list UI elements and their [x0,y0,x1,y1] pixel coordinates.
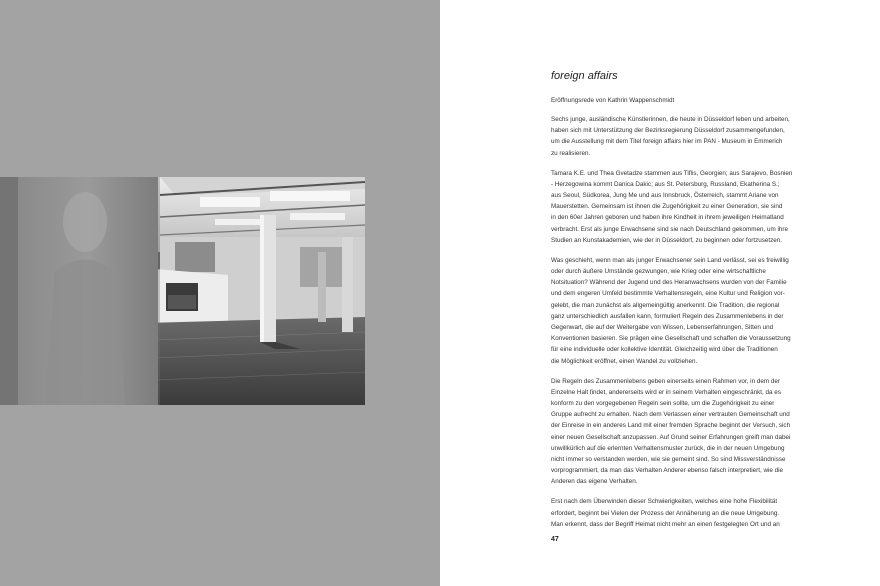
body-line: unwillkürlich auf die erlernten Verhaltensmuster zurück, die in der neuen Umgebung [551,444,785,452]
body-line: aus Seoul, Südkorea, Jung Me und aus Innsbruck, Österreich, stammt Ariane von [551,192,779,200]
article-byline: Eröffnungsrede von Kathrin Wappenschmidt [551,97,675,104]
body-line: für eine individuelle oder kollektive Identität. Gleichzeitig wird über die Traditionen [551,346,778,354]
body-line: ganz unterschiedlich ausfallen kann, formuliert Regeln des Zusammenlebens in der [551,312,784,320]
body-line: Erst nach dem Überwinden dieser Schwierigkeiten, welches eine hohe Flexibilität [551,498,778,506]
body-line: erfordert, beginnt bei Vielen der Prozess der Annäherung an die neue Umgebung. [551,509,780,517]
body-line: Notsituation? Während der Jugend und des Heranwachsens wurden von der Familie [551,279,787,287]
body-line: Sechs junge, ausländische Künstlerinnen, die heute in Düsseldorf leben und arbeiten, [551,116,790,123]
body-line: in den 60er Jahren geboren und haben ihre Kindheit in ihrem jeweiligen Heimatland [551,214,784,222]
body-line: der Einreise in ein anderes Land mit einer fremden Sprache beginnt der Versuch, sich [551,422,791,430]
body-line: Anderen das eigene Verhalten. [551,478,638,486]
body-line: um die Ausstellung mit dem Titel foreign affairs hier im PAN - Museum in Emmerich [551,138,783,146]
body-line: Gruppe aufrecht zu erhalten. Nach dem Verlassen einer vertrauten Gemeinschaft und [551,411,790,419]
body-line: verbracht. Erst als junge Erwachsene sind sie nach Deutschland gekommen, um ihre [551,225,788,233]
body-line: oder durch äußere Umstände gezwungen, wie Krieg oder eine wirtschaftliche [551,268,766,276]
body-line: Konventionen basieren. Sie prägen eine Gesellschaft und schaffen die Voraussetzung [551,335,791,343]
body-line: zu realisieren. [551,149,591,157]
body-line: Einzelne Halt findet, andererseits wird er in seinem Verhalten eingeschränkt, da es [551,388,781,396]
body-line: Tamara K.E. und Thea Gvetadze stammen aus Tiflis, Georgien; aus Sarajevo, Bosnien [551,169,793,177]
body-paragraph [551,376,813,488]
page-number: 47 [551,536,559,543]
body-paragraph [551,114,813,159]
body-line: und dem engeren Umfeld bestimmte Verhaltensregeln, eine Kultur und Religion vor- [551,290,785,298]
gallery-installation-photo [0,177,365,405]
article-body [551,114,813,539]
body-line: Die Regeln des Zusammenlebens geben einerseits einen Rahmen vor, in dem der [551,377,780,385]
body-line: nicht immer so verstanden werden, wie sie gemeint sind. So sind Missverständnisse [551,456,786,464]
body-line: einer neuen Gesellschaft anzupassen. Auf Grund seiner Erfahrungen greift man dabei [551,433,791,441]
body-line: vorprogrammiert, da man das Verhalten Anderer ebenso falsch interpretiert, wie die [551,467,784,475]
body-line: Man erkennt, dass der Begriff Heimat nicht mehr an einen festgelegten Ort und an [551,520,780,528]
body-line: Mauerstetten. Gemeinsam ist ihnen die Zugehörigkeit zu einer Generation, sie sind [551,203,783,211]
body-paragraph [551,496,813,530]
body-line: - Herzegowina kommt Danica Dakic; aus St. Petersburg, Russland, Ekatherina S.; [551,180,780,188]
body-line: konform zu den vorgegebenen Regeln sein sollte, um die Zugehörigkeit zu einer [551,400,775,408]
article-title: foreign affairs [551,70,618,82]
body-line: Gegenwart, die auf der Weitergabe von Wissen, Lebenserfahrungen, Sitten und [551,324,774,332]
body-paragraph [551,255,813,367]
body-paragraph [551,168,813,246]
right-page [440,0,880,586]
body-line: gelebt, die man zunächst als allgemeingültig anerkennt. Die Tradition, die regional [551,301,780,309]
body-line: Was geschieht, wenn man als junger Erwachsener sein Land verlässt, sei es freiwillig [551,256,789,264]
body-line: haben sich mit Unterstützung der Bezirksregierung Düsseldorf zusammengefunden, [551,127,785,135]
body-line: die Möglichkeit eröffnet, einen Wandel zu vollziehen. [551,357,698,365]
body-line: Studien an Kunstakademien, wie der in Düsseldorf, zu beginnen oder fortzusetzen. [551,236,783,244]
